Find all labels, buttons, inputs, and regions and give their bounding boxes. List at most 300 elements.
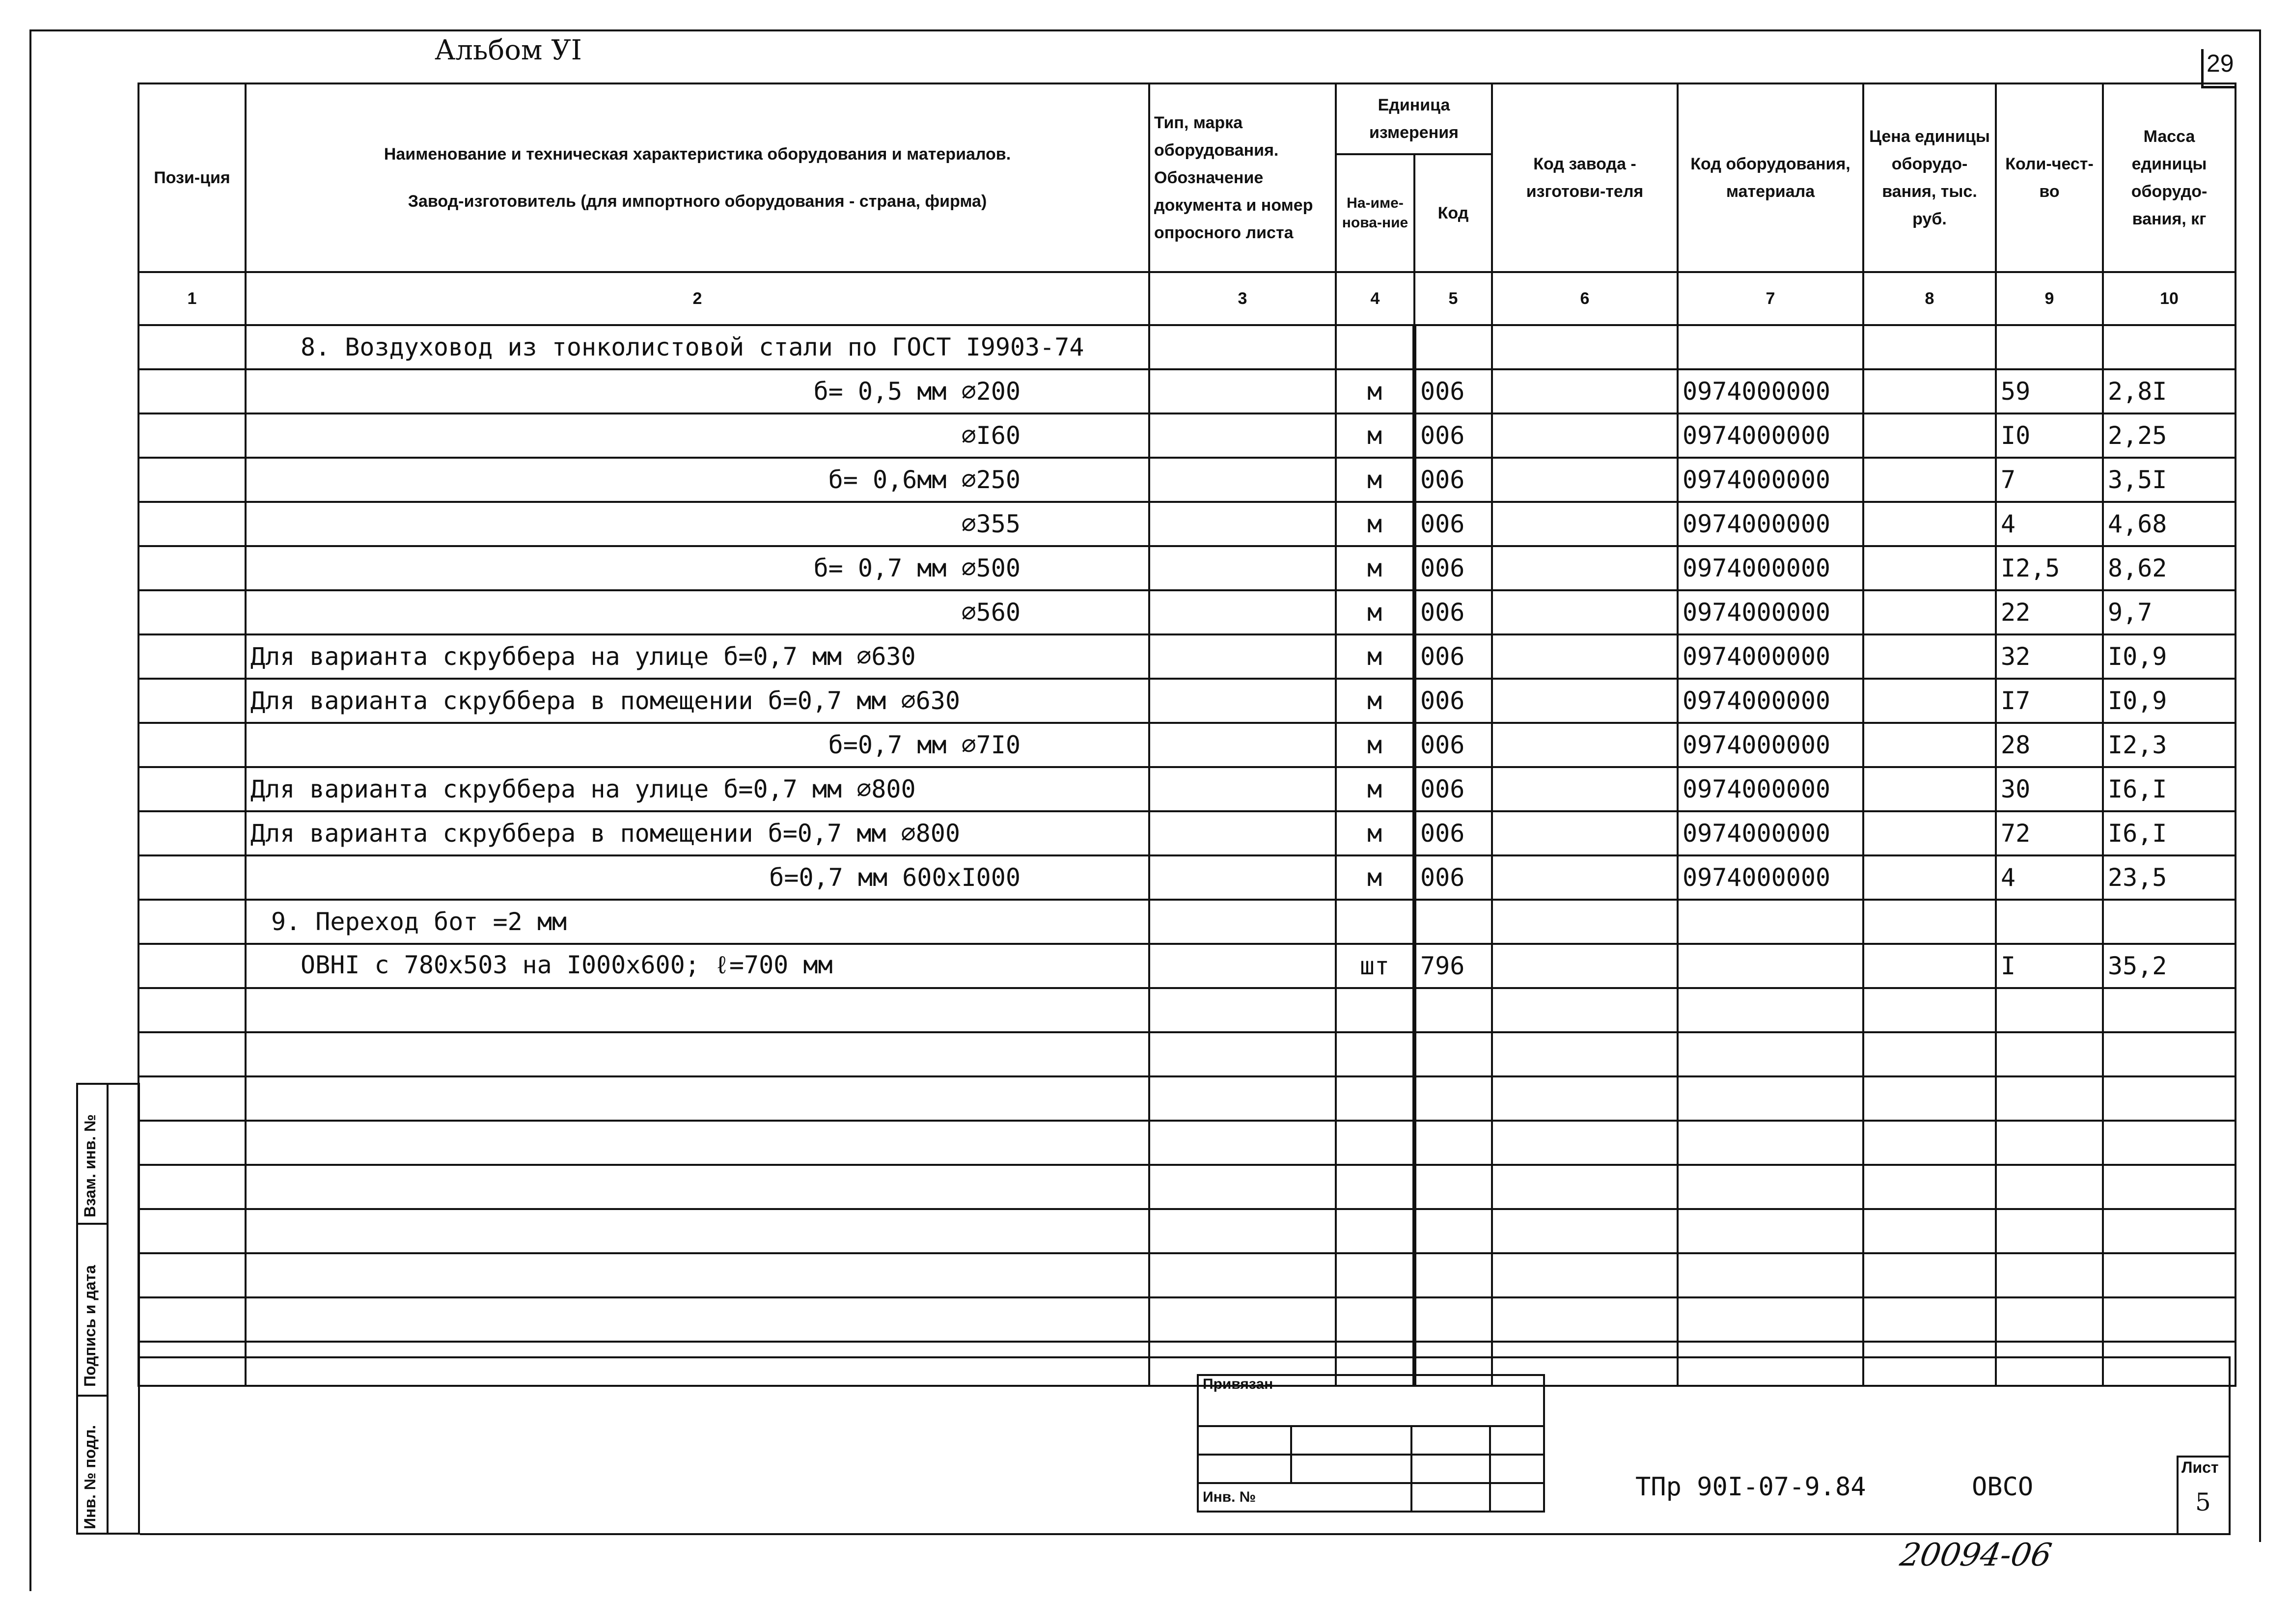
cell-material-code: 0974000000 [1678, 413, 1863, 458]
sidebar-cell-vzam [78, 1085, 107, 1225]
cell-price [1863, 590, 1996, 634]
cell-quantity: 4 [1996, 502, 2103, 546]
cell-name: Для варианта скруббера в помещении б=0,7 мм ∅800 [246, 811, 1149, 855]
frame-top-border [29, 29, 2259, 31]
empty-cell [1678, 1297, 1863, 1342]
header-quantity: Коли-чест-во [1996, 83, 2103, 272]
empty-cell [138, 1165, 246, 1209]
header-type: Тип, марка оборудования. Обозначение документа и номер опросного листа [1149, 83, 1336, 272]
sidebar-invpodl: Инв. № подл. [81, 1425, 99, 1529]
cell-type [1149, 458, 1336, 502]
col-number: 1 [138, 272, 246, 325]
empty-cell [138, 1121, 246, 1165]
empty-cell [1996, 1121, 2103, 1165]
cell-unit: м [1336, 413, 1414, 458]
cell-mass: 4,68 [2103, 502, 2236, 546]
cell-pos [138, 679, 246, 723]
cell-unit: м [1336, 767, 1414, 811]
empty-cell [1996, 1076, 2103, 1121]
cell-quantity: 4 [1996, 855, 2103, 900]
empty-cell [138, 1032, 246, 1076]
frame-left-border [29, 29, 31, 1591]
empty-cell [1414, 1165, 1492, 1209]
cell-unit: м [1336, 502, 1414, 546]
empty-cell [1996, 988, 2103, 1032]
empty-row [138, 1253, 2236, 1297]
cell-pos [138, 855, 246, 900]
table-row [138, 767, 2236, 811]
empty-cell [1492, 1032, 1678, 1076]
sidebar-podpis: Подпись и дата [81, 1265, 99, 1387]
cell-mass: 23,5 [2103, 855, 2236, 900]
stamp-privyazan: Привязан [1198, 1375, 1544, 1426]
empty-cell [246, 1253, 1149, 1297]
cell-quantity: 22 [1996, 590, 2103, 634]
cell-type [1149, 811, 1336, 855]
cell-material-code: 0974000000 [1678, 855, 1863, 900]
sidebar-cell-invpodl [78, 1397, 107, 1534]
cell-material-code [1678, 325, 1863, 369]
header-material-code: Код оборудования, материала [1678, 83, 1863, 272]
empty-cell [138, 988, 246, 1032]
header-price: Цена единицы оборудо-вания, тыс. руб. [1863, 83, 1996, 272]
cell-unit-code: 006 [1414, 369, 1492, 413]
stamp-inv-no: Инв. № [1198, 1483, 1411, 1512]
empty-cell [1863, 1165, 1996, 1209]
cell-quantity: 32 [1996, 634, 2103, 679]
empty-cell [138, 1209, 246, 1253]
cell-pos [138, 944, 246, 988]
cell-quantity: 59 [1996, 369, 2103, 413]
empty-cell [2103, 1121, 2236, 1165]
empty-cell [1492, 1297, 1678, 1342]
cell-material-code: 0974000000 [1678, 502, 1863, 546]
header-unit: Единица измерения [1336, 83, 1492, 154]
cell-price [1863, 325, 1996, 369]
empty-cell [1492, 1121, 1678, 1165]
cell-mass: I0,9 [2103, 634, 2236, 679]
empty-cell [1149, 988, 1336, 1032]
handwritten-number: 20094-06 [1897, 1537, 2055, 1573]
cell-quantity: I7 [1996, 679, 2103, 723]
empty-cell [1149, 1076, 1336, 1121]
empty-cell [1414, 1253, 1492, 1297]
cell-price [1863, 811, 1996, 855]
cell-unit: м [1336, 811, 1414, 855]
empty-cell [1336, 988, 1414, 1032]
empty-row [138, 1342, 2236, 1386]
cell-material-code: 0974000000 [1678, 723, 1863, 767]
empty-cell [1414, 1297, 1492, 1342]
column-numbers-row [138, 272, 2236, 325]
empty-cell [1678, 1165, 1863, 1209]
header-mass: Масса единицы оборудо-вания, кг [2103, 83, 2236, 272]
empty-cell [1996, 1209, 2103, 1253]
empty-cell [1863, 1342, 1996, 1386]
cell-quantity: I [1996, 944, 2103, 988]
cell-unit: м [1336, 546, 1414, 590]
header-name-line2: Завод-изготовитель (для импортного оборудования - страна, фирма) [408, 192, 987, 211]
empty-cell [1996, 1165, 2103, 1209]
cell-factory [1492, 679, 1678, 723]
cell-type [1149, 590, 1336, 634]
cell-unit-code: 006 [1414, 413, 1492, 458]
cell-price [1863, 502, 1996, 546]
empty-cell [1996, 1297, 2103, 1342]
cell-factory [1492, 944, 1678, 988]
cell-material-code: 0974000000 [1678, 590, 1863, 634]
empty-cell [1149, 1121, 1336, 1165]
cell-factory [1492, 634, 1678, 679]
empty-cell [1492, 1076, 1678, 1121]
table-row [138, 855, 2236, 900]
empty-cell [1492, 1165, 1678, 1209]
cell-factory [1492, 546, 1678, 590]
cell-pos [138, 458, 246, 502]
cell-price [1863, 944, 1996, 988]
cell-unit: м [1336, 458, 1414, 502]
cell-quantity: 30 [1996, 767, 2103, 811]
cell-unit-code: 006 [1414, 723, 1492, 767]
page-number: 29 [2201, 49, 2236, 88]
cell-unit-code: 006 [1414, 502, 1492, 546]
empty-cell [1678, 1121, 1863, 1165]
cell-unit: м [1336, 723, 1414, 767]
empty-cell [1336, 1076, 1414, 1121]
cell-name: Для варианта скруббера в помещении б=0,7 мм ∅630 [246, 679, 1149, 723]
cell-unit [1336, 900, 1414, 944]
cell-type [1149, 944, 1336, 988]
col-number: 4 [1336, 272, 1414, 325]
cell-pos [138, 900, 246, 944]
table-row [138, 811, 2236, 855]
cell-mass: I6,I [2103, 767, 2236, 811]
cell-pos [138, 546, 246, 590]
title-block-top-line [140, 1356, 2231, 1358]
sidebar-vzam: Взам. инв. № [81, 1114, 99, 1217]
cell-price [1863, 679, 1996, 723]
col-number: 7 [1678, 272, 1863, 325]
cell-unit-code: 006 [1414, 590, 1492, 634]
cell-price [1863, 723, 1996, 767]
table-row [138, 458, 2236, 502]
cell-unit-code [1414, 900, 1492, 944]
empty-cell [1492, 1209, 1678, 1253]
cell-type [1149, 679, 1336, 723]
empty-cell [1678, 1342, 1863, 1386]
cell-factory [1492, 413, 1678, 458]
specification-table [138, 83, 2236, 1387]
cell-unit-code: 006 [1414, 811, 1492, 855]
cell-name: 8. Воздуховод из тонколистовой стали по ГОСТ I9903-74 [246, 325, 1149, 369]
empty-cell [2103, 1076, 2236, 1121]
empty-cell [246, 1342, 1149, 1386]
cell-mass: 8,62 [2103, 546, 2236, 590]
empty-cell [2103, 1297, 2236, 1342]
title-block-bottom-line [140, 1533, 2231, 1535]
cell-price [1863, 900, 1996, 944]
cell-price [1863, 767, 1996, 811]
sheet-label: Лист [2181, 1459, 2219, 1476]
empty-cell [1149, 1297, 1336, 1342]
document-code: ОВСО [1972, 1472, 2034, 1502]
header-name [246, 83, 1149, 272]
empty-cell [1863, 988, 1996, 1032]
table-row [138, 546, 2236, 590]
sidebar-divider [107, 1085, 109, 1533]
empty-cell [1336, 1253, 1414, 1297]
cell-quantity: 72 [1996, 811, 2103, 855]
empty-cell [2103, 1165, 2236, 1209]
cell-mass: 35,2 [2103, 944, 2236, 988]
empty-cell [138, 1076, 246, 1121]
cell-name: б= 0,7 мм ∅500 [246, 546, 1149, 590]
cell-material-code [1678, 900, 1863, 944]
cell-unit: м [1336, 634, 1414, 679]
cell-material-code: 0974000000 [1678, 767, 1863, 811]
empty-cell [246, 1121, 1149, 1165]
cell-pos [138, 634, 246, 679]
header-factory-code: Код завода - изготови-теля [1492, 83, 1678, 272]
table-row [138, 634, 2236, 679]
table-row [138, 502, 2236, 546]
cell-unit-code: 006 [1414, 679, 1492, 723]
cell-material-code: 0974000000 [1678, 634, 1863, 679]
cell-type [1149, 767, 1336, 811]
header-position: Пози-ция [138, 83, 246, 272]
empty-cell [1149, 1253, 1336, 1297]
cell-name: б=0,7 мм 600хI000 [246, 855, 1149, 900]
empty-cell [1149, 1165, 1336, 1209]
cell-pos [138, 413, 246, 458]
cell-pos [138, 325, 246, 369]
left-stamp-sidebar [76, 1083, 140, 1535]
cell-factory [1492, 767, 1678, 811]
empty-cell [1863, 1209, 1996, 1253]
cell-type [1149, 723, 1336, 767]
table-row [138, 325, 2236, 369]
empty-cell [246, 988, 1149, 1032]
cell-pos [138, 590, 246, 634]
col-number: 2 [246, 272, 1149, 325]
table-row [138, 723, 2236, 767]
cell-mass: 2,25 [2103, 413, 2236, 458]
cell-unit-code: 006 [1414, 634, 1492, 679]
empty-cell [1336, 1032, 1414, 1076]
cell-price [1863, 369, 1996, 413]
empty-cell [246, 1209, 1149, 1253]
empty-row [138, 1121, 2236, 1165]
sidebar-cell-podpis [78, 1225, 107, 1397]
cell-name: ∅560 [246, 590, 1149, 634]
empty-cell [2103, 1253, 2236, 1297]
empty-cell [1678, 1253, 1863, 1297]
cell-factory [1492, 369, 1678, 413]
empty-cell [138, 1253, 246, 1297]
cell-factory [1492, 811, 1678, 855]
empty-cell [1863, 1297, 1996, 1342]
cell-mass: I2,3 [2103, 723, 2236, 767]
cell-unit [1336, 325, 1414, 369]
empty-cell [1414, 988, 1492, 1032]
header-unit-code: Код [1414, 154, 1492, 272]
cell-type [1149, 369, 1336, 413]
cell-quantity [1996, 900, 2103, 944]
table-row [138, 900, 2236, 944]
cell-price [1863, 413, 1996, 458]
cell-unit: м [1336, 679, 1414, 723]
empty-row [138, 988, 2236, 1032]
cell-factory [1492, 590, 1678, 634]
empty-cell [2103, 988, 2236, 1032]
cell-type [1149, 546, 1336, 590]
cell-unit: м [1336, 590, 1414, 634]
cell-price [1863, 855, 1996, 900]
empty-row [138, 1076, 2236, 1121]
cell-unit-code: 006 [1414, 767, 1492, 811]
cell-quantity: 28 [1996, 723, 2103, 767]
col-number: 10 [2103, 272, 2236, 325]
cell-type [1149, 900, 1336, 944]
empty-cell [1149, 1032, 1336, 1076]
cell-factory [1492, 458, 1678, 502]
empty-cell [1492, 1253, 1678, 1297]
table-row [138, 413, 2236, 458]
empty-cell [1863, 1121, 1996, 1165]
header-name-line1: Наименование и техническая характеристика оборудования и материалов. [384, 145, 1011, 164]
empty-cell [246, 1032, 1149, 1076]
cell-material-code: 0974000000 [1678, 811, 1863, 855]
empty-cell [1678, 1076, 1863, 1121]
empty-cell [2103, 1032, 2236, 1076]
col-number: 6 [1492, 272, 1678, 325]
cell-material-code: 0974000000 [1678, 369, 1863, 413]
cell-name: ОВНI с 780х503 на I000х600; ℓ=700 мм [246, 944, 1149, 988]
col-number: 8 [1863, 272, 1996, 325]
cell-factory [1492, 900, 1678, 944]
empty-cell [1414, 1121, 1492, 1165]
empty-cell [1336, 1165, 1414, 1209]
empty-cell [1678, 988, 1863, 1032]
cell-name: ∅I60 [246, 413, 1149, 458]
cell-type [1149, 855, 1336, 900]
cell-name: б=0,7 мм ∅7I0 [246, 723, 1149, 767]
empty-cell [246, 1076, 1149, 1121]
cell-price [1863, 546, 1996, 590]
album-title: Альбом УI [435, 34, 582, 66]
col-number: 9 [1996, 272, 2103, 325]
empty-row [138, 1297, 2236, 1342]
frame-right-border [2259, 29, 2261, 1542]
empty-cell [1996, 1253, 2103, 1297]
cell-name: б= 0,5 мм ∅200 [246, 369, 1149, 413]
cell-factory [1492, 723, 1678, 767]
empty-cell [1863, 1253, 1996, 1297]
empty-cell [138, 1297, 246, 1342]
empty-cell [138, 1342, 246, 1386]
cell-material-code: 0974000000 [1678, 546, 1863, 590]
title-block-right-line [2229, 1356, 2231, 1535]
empty-cell [1336, 1121, 1414, 1165]
cell-mass: 3,5I [2103, 458, 2236, 502]
document-number: ТПр 90I-07-9.84 [1635, 1472, 1866, 1502]
cell-quantity: I0 [1996, 413, 2103, 458]
table-row [138, 369, 2236, 413]
cell-type [1149, 502, 1336, 546]
cell-quantity [1996, 325, 2103, 369]
empty-cell [1996, 1342, 2103, 1386]
cell-type [1149, 325, 1336, 369]
empty-cell [1414, 1076, 1492, 1121]
cell-name: ∅355 [246, 502, 1149, 546]
empty-cell [1336, 1209, 1414, 1253]
cell-mass: I0,9 [2103, 679, 2236, 723]
empty-row [138, 1032, 2236, 1076]
cell-name: Для варианта скруббера на улице б=0,7 мм ∅630 [246, 634, 1149, 679]
table-row [138, 944, 2236, 988]
empty-row [138, 1165, 2236, 1209]
empty-cell [1336, 1297, 1414, 1342]
cell-unit-code [1414, 325, 1492, 369]
cell-pos [138, 723, 246, 767]
cell-factory [1492, 325, 1678, 369]
empty-cell [1996, 1032, 2103, 1076]
cell-unit: шт [1336, 944, 1414, 988]
empty-cell [246, 1297, 1149, 1342]
cell-unit-code: 006 [1414, 458, 1492, 502]
cell-price [1863, 634, 1996, 679]
empty-cell [1863, 1076, 1996, 1121]
empty-cell [2103, 1209, 2236, 1253]
cell-material-code: 0974000000 [1678, 458, 1863, 502]
cell-type [1149, 634, 1336, 679]
table-row [138, 679, 2236, 723]
binding-stamp [1197, 1374, 1545, 1513]
header-unit-name: На-име-нова-ние [1336, 154, 1414, 272]
empty-cell [1149, 1209, 1336, 1253]
sheet-number: 5 [2195, 1488, 2211, 1516]
cell-mass: 2,8I [2103, 369, 2236, 413]
cell-mass [2103, 900, 2236, 944]
empty-cell [1414, 1032, 1492, 1076]
cell-name: Для варианта скруббера на улице б=0,7 мм ∅800 [246, 767, 1149, 811]
cell-pos [138, 811, 246, 855]
cell-mass: I6,I [2103, 811, 2236, 855]
cell-factory [1492, 502, 1678, 546]
cell-price [1863, 458, 1996, 502]
cell-type [1149, 413, 1336, 458]
cell-pos [138, 502, 246, 546]
empty-cell [1414, 1209, 1492, 1253]
empty-cell [1492, 988, 1678, 1032]
cell-pos [138, 369, 246, 413]
cell-mass [2103, 325, 2236, 369]
table-row [138, 590, 2236, 634]
empty-cell [1863, 1032, 1996, 1076]
empty-cell [2103, 1342, 2236, 1386]
col-number: 5 [1414, 272, 1492, 325]
cell-unit: м [1336, 855, 1414, 900]
empty-cell [246, 1165, 1149, 1209]
cell-quantity: I2,5 [1996, 546, 2103, 590]
empty-cell [1678, 1032, 1863, 1076]
empty-cell [1678, 1209, 1863, 1253]
cell-material-code: 0974000000 [1678, 679, 1863, 723]
cell-name: 9. Переход бот =2 мм [246, 900, 1149, 944]
cell-quantity: 7 [1996, 458, 2103, 502]
cell-unit-code: 796 [1414, 944, 1492, 988]
cell-pos [138, 767, 246, 811]
